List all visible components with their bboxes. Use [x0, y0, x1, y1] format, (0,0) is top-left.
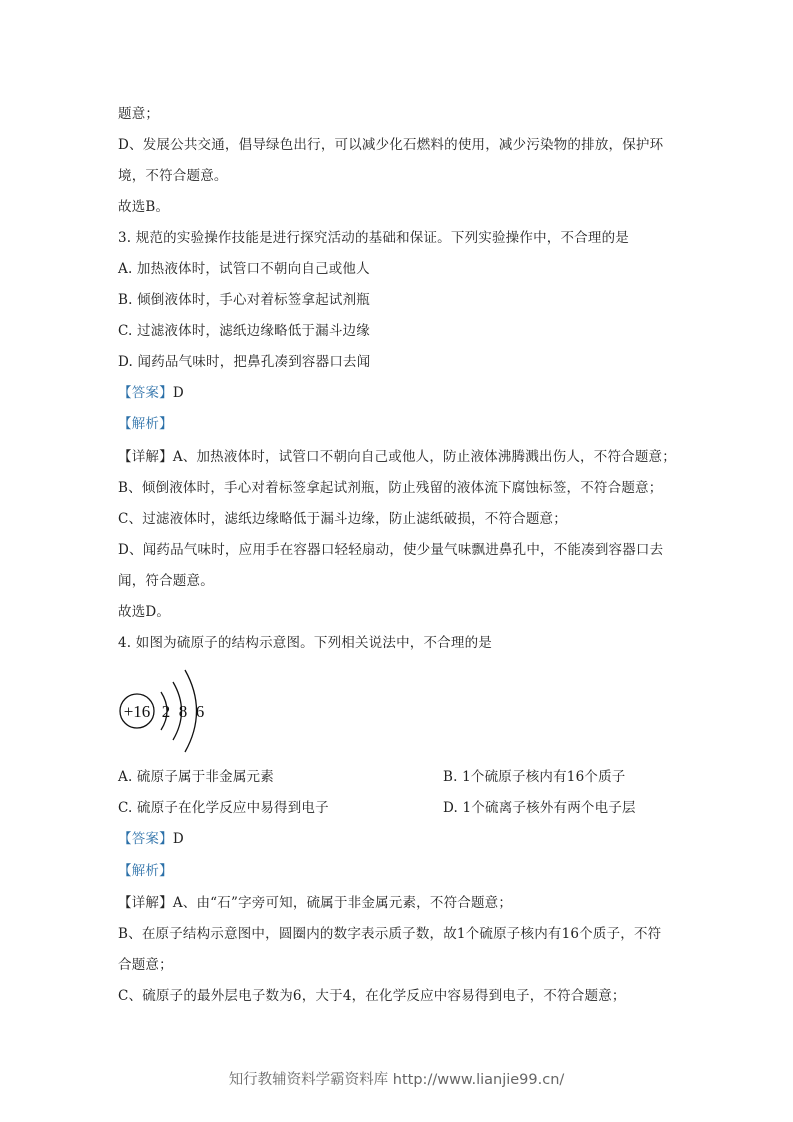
q4-answer — [118, 829, 184, 849]
detail-label: 【详解】 — [118, 449, 173, 465]
q4-detail-line-1 — [118, 893, 512, 913]
nucleus-charge: +16 — [123, 702, 151, 721]
analysis-label: 【解析】 — [118, 863, 173, 879]
q3-detail-line-2: B、倾倒液体时，手心对着标签拿起试剂瓶，防止残留的液体流下腐蚀标签，不符合题意； — [118, 480, 663, 496]
q4-option-c: C. 硫原子在化学反应中易得到电子 — [118, 800, 329, 816]
q4-detail-line-2: B、在原子结构示意图中，圆圈内的数字表示质子数，故1个硫原子核内有16个质子，不符 — [118, 926, 662, 942]
q4-analysis-heading — [118, 861, 173, 881]
q3-detail-line-3: C、过滤液体时，滤纸边缘略低于漏斗边缘，防止滤纸破损，不符合题意； — [118, 511, 567, 527]
answer-label: 【答案】 — [118, 831, 173, 847]
prev-tail-conclusion: 故选B。 — [118, 199, 170, 215]
detail-text: A、加热液体时，试管口不朝向自己或他人，防止液体沸腾溅出伤人，不符合题意； — [172, 449, 676, 465]
atom-structure-icon — [118, 668, 218, 756]
q3-conclusion: 故选D。 — [118, 604, 171, 620]
answer-label: 【答案】 — [118, 385, 173, 401]
prev-tail-line-3: 境，不符合题意。 — [118, 168, 228, 184]
q3-detail-line-1 — [118, 447, 676, 467]
prev-tail-line-2: D、发展公共交通，倡导绿色出行，可以减少化石燃料的使用，减少污染物的排放，保护环 — [118, 137, 664, 153]
q3-answer — [118, 383, 184, 403]
q4-detail-line-3: 合题意； — [118, 957, 173, 973]
q3-stem: 3. 规范的实验操作技能是进行探究活动的基础和保证。下列实验操作中，不合理的是 — [118, 230, 629, 246]
shell-1-count: 2 — [161, 702, 171, 721]
prev-tail-line-1: 题意； — [118, 106, 160, 122]
detail-label: 【详解】 — [118, 895, 173, 911]
q3-option-c: C. 过滤液体时，滤纸边缘略低于漏斗边缘 — [118, 323, 370, 339]
q4-stem: 4. 如图为硫原子的结构示意图。下列相关说法中，不合理的是 — [118, 635, 492, 651]
answer-value: D — [172, 385, 184, 401]
q4-option-b: B. 1个硫原子核内有16个质子 — [443, 769, 626, 785]
q3-option-b: B. 倾倒液体时，手心对着标签拿起试剂瓶 — [118, 292, 371, 308]
q3-option-d: D. 闻药品气味时，把鼻孔凑到容器口去闻 — [118, 354, 371, 370]
footer-watermark: 知行教辅资料学霸资料库 http://www.lianjie99.cn/ — [228, 1072, 565, 1088]
analysis-label: 【解析】 — [118, 416, 173, 432]
q4-option-d: D. 1个硫离子核外有两个电子层 — [443, 800, 636, 816]
q4-detail-line-4: C、硫原子的最外层电子数为6，大于4，在化学反应中容易得到电子，不符合题意； — [118, 988, 626, 1004]
q4-option-a: A. 硫原子属于非金属元素 — [118, 769, 274, 785]
q3-option-a: A. 加热液体时，试管口不朝向自己或他人 — [118, 261, 370, 277]
sulfur-atom-diagram — [118, 668, 218, 756]
q3-detail-line-5: 闻，符合题意。 — [118, 573, 214, 589]
q3-analysis-heading — [118, 414, 173, 434]
answer-value: D — [172, 831, 184, 847]
detail-text: A、由“石”字旁可知，硫属于非金属元素，不符合题意； — [172, 895, 513, 911]
q3-detail-line-4: D、闻药品气味时，应用手在容器口轻轻扇动，使少量气味飘进鼻孔中，不能凑到容器口去 — [118, 542, 664, 558]
shell-2-count: 8 — [178, 702, 188, 721]
shell-3-count: 6 — [195, 702, 205, 721]
